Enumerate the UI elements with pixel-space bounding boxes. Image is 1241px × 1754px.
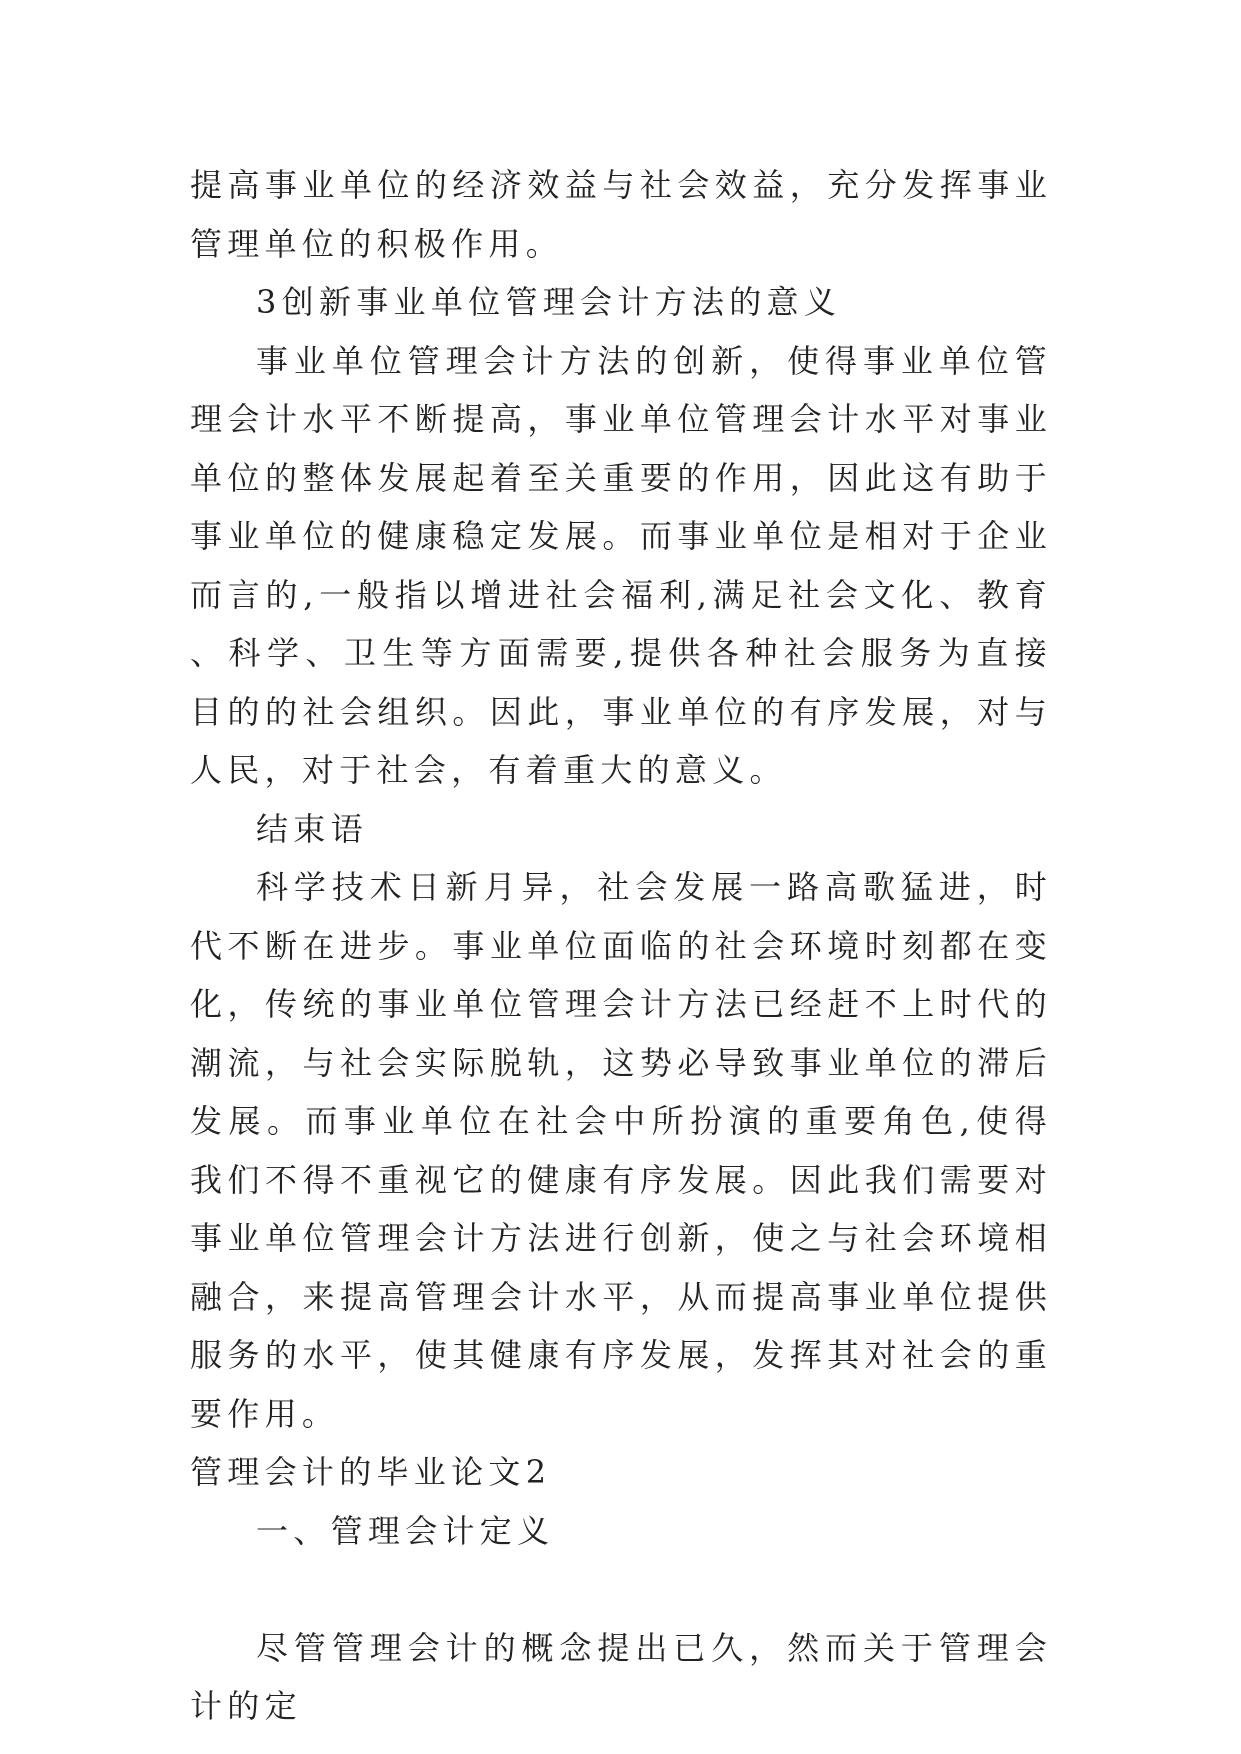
section-heading-conclusion: 结束语 [256,809,368,848]
paragraph-continuation: 提高事业单位的经济效益与社会效益，充分发挥事业管理单位的积极作用。 [190,166,1052,263]
section-heading-definition: 一、管理会计定义 [256,1511,555,1550]
section-heading-3: 3创新事业单位管理会计方法的意义 [256,283,842,321]
paragraph-significance: 事业单位管理会计方法的创新，使得事业单位管理会计水平不断提高，事业单位管理会计水平对事业单位的整体发展起着至关重要的作用，因此这有助于事业单位的健康稳定发展。而事业单位是相对于企业而言的,一般指以增进社会福利,满足社会文化、教育、科学、卫生等方面需要,提供各种社会服务为直接目的的社会组织。因此，事业单位的有序发展，对与人民，对于社会，有着重大的意义。 [190,341,1052,789]
paragraph-conclusion: 科学技术日新月异，社会发展一路高歌猛进，时代不断在进步。事业单位面临的社会环境时刻都在变化，传统的事业单位管理会计方法已经赶不上时代的潮流，与社会实际脱轨，这势必导致事业单位的滞后发展。而事业单位在社会中所扮演的重要角色,使得我们不得不重视它的健康有序发展。因此我们需要对事业单位管理会计方法进行创新，使之与社会环境相融合，来提高管理会计水平，从而提高事业单位提供服务的水平，使其健康有序发展，发挥其对社会的重要作用。 [190,868,1052,1433]
paragraph-definition-start: 尽管管理会计的概念提出已久，然而关于管理会计的定 [190,1628,1052,1725]
blank-line [190,1560,1052,1619]
article-title-2: 管理会计的毕业论文2 [190,1453,552,1491]
document-page [190,156,1052,1736]
